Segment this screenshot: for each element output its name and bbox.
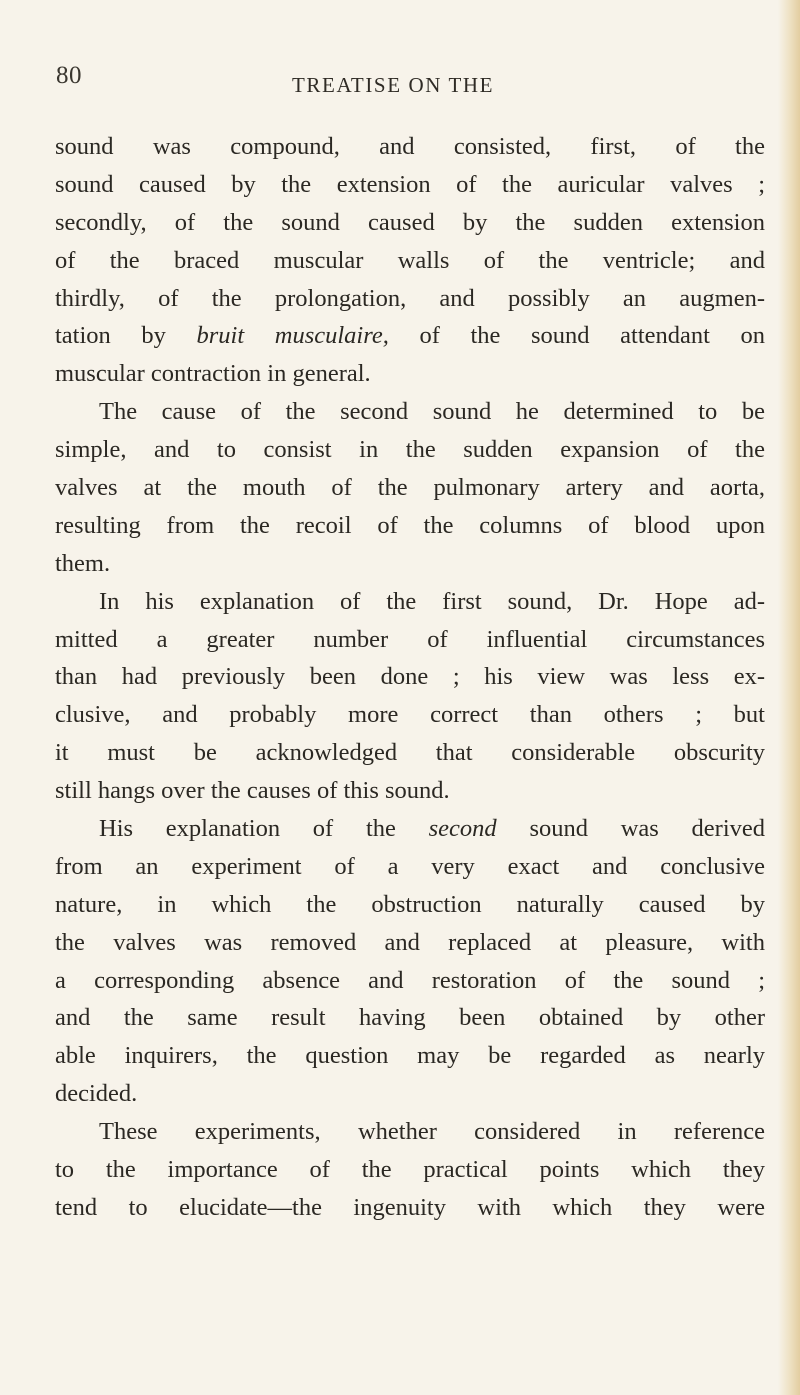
text-line: of the braced muscular walls of the ventricle; and [55,246,765,274]
text-line: valves at the mouth of the pulmonary artery and aorta, [55,474,765,502]
text-line: nature, in which the obstruction naturally caused by [55,890,765,918]
page-edge-shadow [778,0,800,1395]
text-line: tend to elucidate—the ingenuity with which they were [55,1193,765,1221]
text-line: able inquirers, the question may be regarded as nearly [55,1042,765,1070]
text-line: the valves was removed and replaced at pleasure, with [55,928,765,956]
text-line: and the same result having been obtained by other [55,1004,765,1032]
text-line: sound caused by the extension of the auricular valves ; [55,170,765,198]
text-segment: of the sound attendant on [419,322,766,350]
text-line: them. [55,549,111,577]
page-number: 80 [56,62,82,89]
text-line: simple, and to consist in the sudden expansion of the [55,436,765,464]
text-line: decided. [55,1080,138,1108]
paragraph-start-line: These experiments, whether considered in reference [99,1118,765,1146]
italic-word: second [428,815,497,843]
text-line [55,317,765,355]
text-line: mitted a greater number of influential circumstances [55,625,765,653]
text-line: to the importance of the practical points which they [55,1156,765,1184]
paragraph-start-line: In his explanation of the first sound, Dr. Hope ad- [99,587,765,615]
paragraph-start-line [55,810,765,848]
text-line: it must be acknowledged that considerable obscurity [55,739,765,767]
text-line: sound was compound, and consisted, first, of the [55,133,765,160]
text-segment: sound was derived [529,815,766,843]
body-text [55,128,765,1227]
running-head: TREATISE ON THE [292,73,495,97]
italic-phrase: bruit musculaire, [196,322,389,350]
text-segment: His explanation of the [99,815,396,843]
text-line: from an experiment of a very exact and conclusive [55,852,765,880]
text-line: muscular contraction in general. [55,360,371,388]
text-segment: tation by [55,322,166,350]
text-line: clusive, and probably more correct than others ; but [55,701,765,729]
text-line: secondly, of the sound caused by the sudden extension [55,208,765,236]
paragraph-start-line: The cause of the second sound he determined to be [99,398,765,426]
text-line: than had previously been done ; his view was less ex- [55,663,765,691]
text-line: a corresponding absence and restoration of the sound ; [55,966,765,994]
text-line: thirdly, of the prolongation, and possibly an augmen- [55,284,765,312]
text-line: still hangs over the causes of this sound. [55,777,450,805]
text-line: resulting from the recoil of the columns of blood upon [55,511,765,539]
